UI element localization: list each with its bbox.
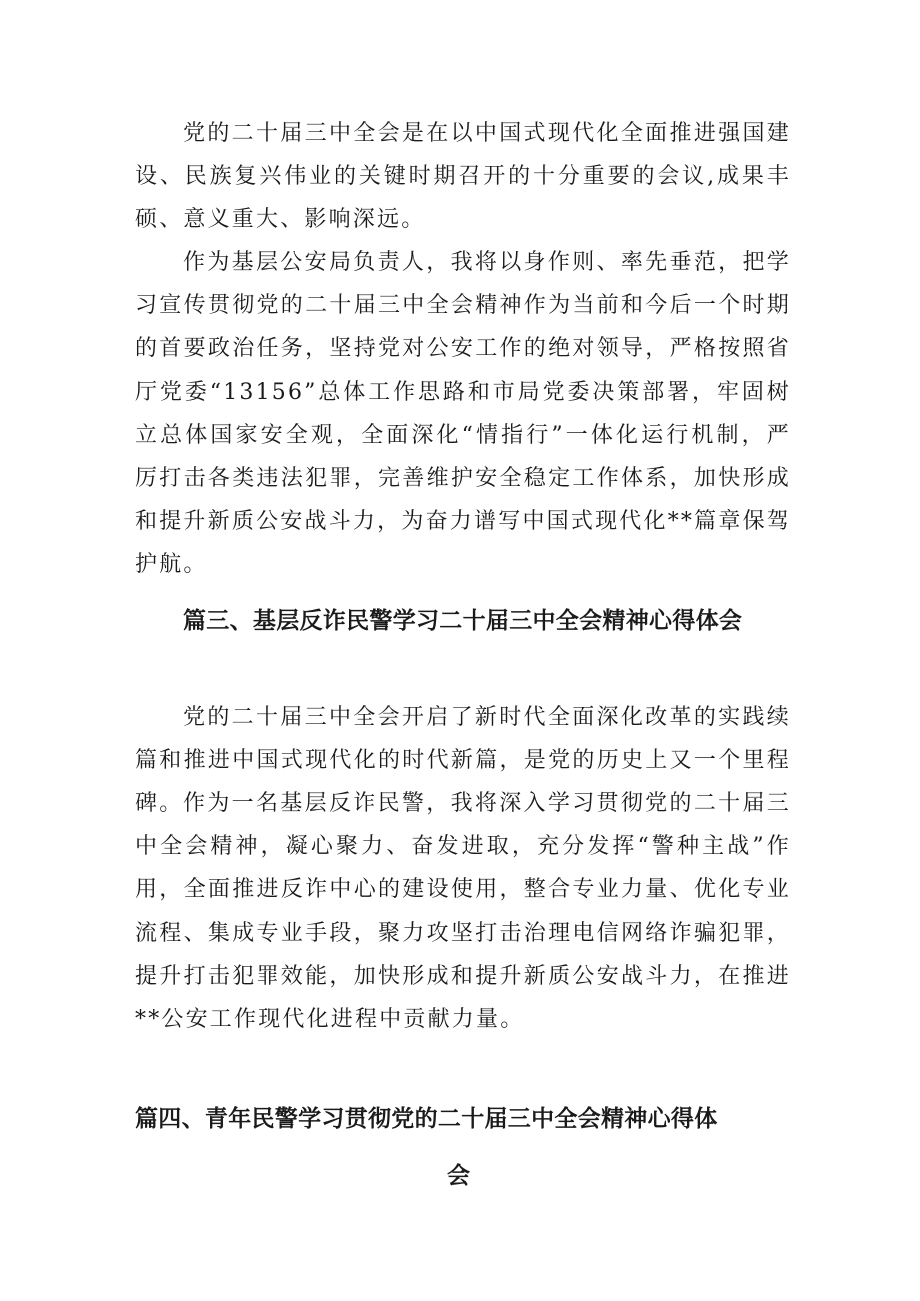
body-paragraph: 党的二十届三中全会是在以中国式现代化全面推进强国建设、民族复兴伟业的关键时期召开的十分重要的会议,成果丰硕、意义重大、影响深远。 (135, 121, 791, 233)
section-heading: 篇四、青年民警学习贯彻党的二十届三中全会精神心得体 (135, 1106, 718, 1132)
section-heading: 篇三、基层反诈民警学习二十届三中全会精神心得体会 (183, 608, 743, 634)
body-paragraph: 党的二十届三中全会开启了新时代全面深化改革的实践续篇和推进中国式现代化的时代新篇，是党的历史上又一个里程碑。 (135, 705, 791, 817)
body-paragraph: 作为基层公安局负责人，我将以身作则、率先垂范，把学习宣传贯彻党的二十届三中全会精神作为当前和今后一个时期的首要政治任务，坚持党对公安工作的绝对领导，严格按照省厅党委“13156”总体工作思路和市局党委决策部署，牢固树立总体国家安全观，全面深化“情指行”一体化运行机制，严厉打击各类违法犯罪，完善维护安全稳定工作体系，加快形成和提升新质公安战斗力，为奋力谱写中国式现代化**篇章保驾护航。 (135, 250, 791, 578)
body-paragraph: 作为一名基层反诈民警，我将深入学习贯彻党的二十届三中全会精神，凝心聚力、奋发进取，充分发挥“警种主战”作用，全面推进反诈中心的建设使用，整合专业力量、优化专业流程、集成专业手段，聚力攻坚打击治理电信网络诈骗犯罪，提升打击犯罪效能，加快形成和提升新质公安战斗力，在推进**公安工作现代化进程中贡献力量。 (135, 791, 791, 1033)
section-heading-continuation: 会 (447, 1163, 471, 1189)
